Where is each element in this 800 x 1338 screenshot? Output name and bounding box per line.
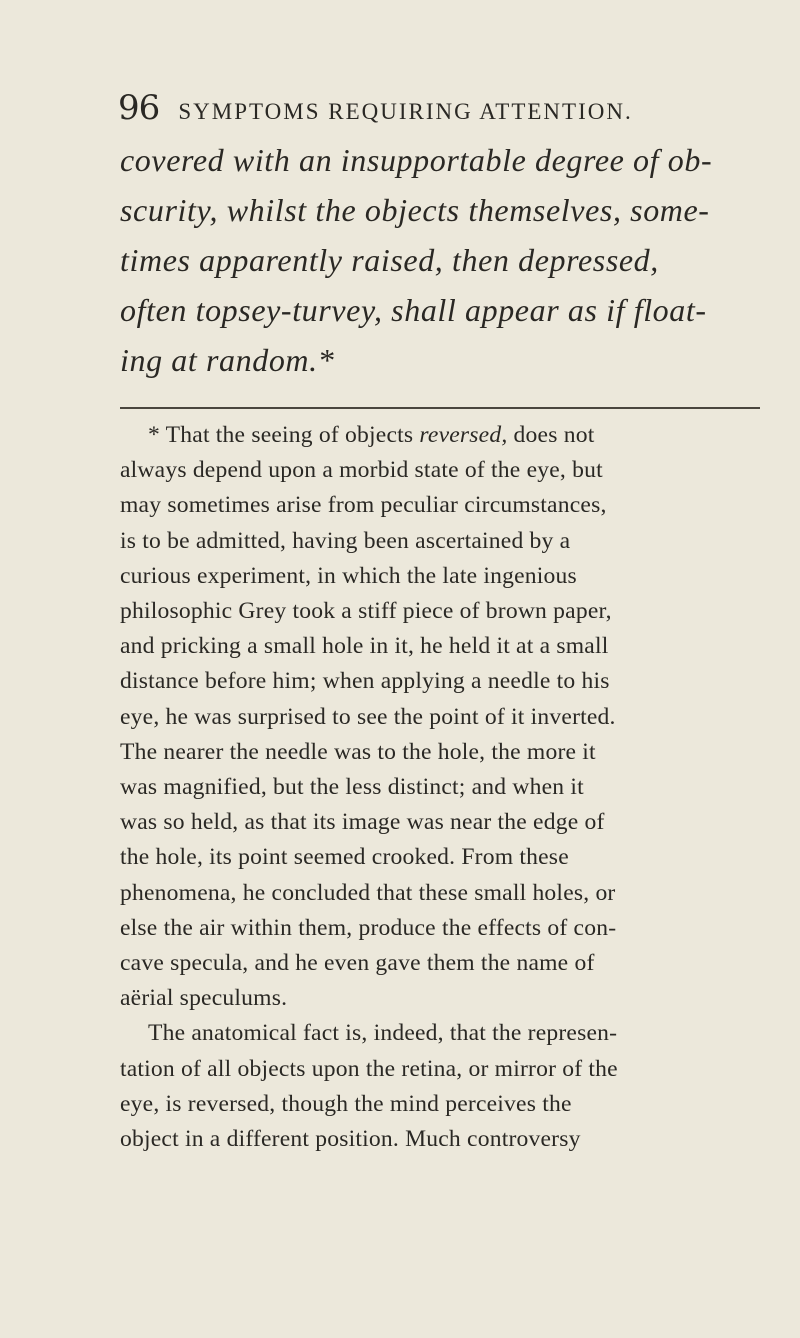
running-head-title: SYMPTOMS REQUIRING ATTENTION.	[178, 99, 633, 124]
footnote-line: is to be admitted, having been ascertained by a	[120, 527, 571, 554]
footnote-block	[120, 418, 770, 1157]
footnote-emphasis: reversed,	[419, 422, 508, 448]
running-head	[118, 88, 758, 128]
footnote-line: and pricking a small hole in it, he held it at a small	[120, 633, 609, 660]
page-number: 96	[118, 88, 160, 128]
footnote-line: eye, he was surprised to see the point of it inverted.	[120, 703, 616, 730]
footnote-line: curious experiment, in which the late ingenious	[120, 562, 577, 589]
footnote-text: * That the seeing of objects	[148, 422, 420, 448]
footnote-line	[120, 418, 770, 453]
main-text-line: often topsey-turvey, shall appear as if float-	[120, 292, 707, 328]
footnote-line: The anatomical fact is, indeed, that the represen-	[148, 1020, 618, 1047]
main-text-line: ing at random.*	[120, 342, 335, 378]
footnote-line: eye, is reversed, though the mind perceives the	[120, 1090, 572, 1117]
footnote-line: distance before him; when applying a needle to his	[120, 668, 610, 695]
main-text-block	[120, 135, 760, 385]
footnote-line: was magnified, but the less distinct; and when it	[120, 774, 584, 801]
main-text-line: times apparently raised, then depressed,	[120, 242, 659, 278]
footnote-line: The nearer the needle was to the hole, the more it	[120, 738, 596, 765]
footnote-line: phenomena, he concluded that these small holes, or	[120, 879, 616, 906]
footnote-line: was so held, as that its image was near the edge of	[120, 809, 605, 836]
footnote-line: the hole, its point seemed crooked. From these	[120, 844, 569, 871]
main-text-line: covered with an insupportable degree of ob-	[120, 142, 713, 178]
footnote-separator-rule	[120, 407, 760, 409]
footnote-line: cave specula, and he even gave them the name of	[120, 950, 595, 977]
main-text-line: scurity, whilst the objects themselves, some-	[120, 192, 710, 228]
footnote-line: else the air within them, produce the effects of con-	[120, 914, 617, 941]
footnote-line: aërial speculums.	[120, 985, 288, 1012]
footnote-line: always depend upon a morbid state of the eye, but	[120, 457, 603, 484]
footnote-text: does not	[507, 422, 595, 448]
footnote-line: tation of all objects upon the retina, or mirror of the	[120, 1055, 618, 1082]
footnote-line: object in a different position. Much controversy	[120, 1126, 581, 1153]
footnote-line: may sometimes arise from peculiar circumstances,	[120, 492, 607, 519]
footnote-line: philosophic Grey took a stiff piece of brown paper,	[120, 598, 612, 625]
